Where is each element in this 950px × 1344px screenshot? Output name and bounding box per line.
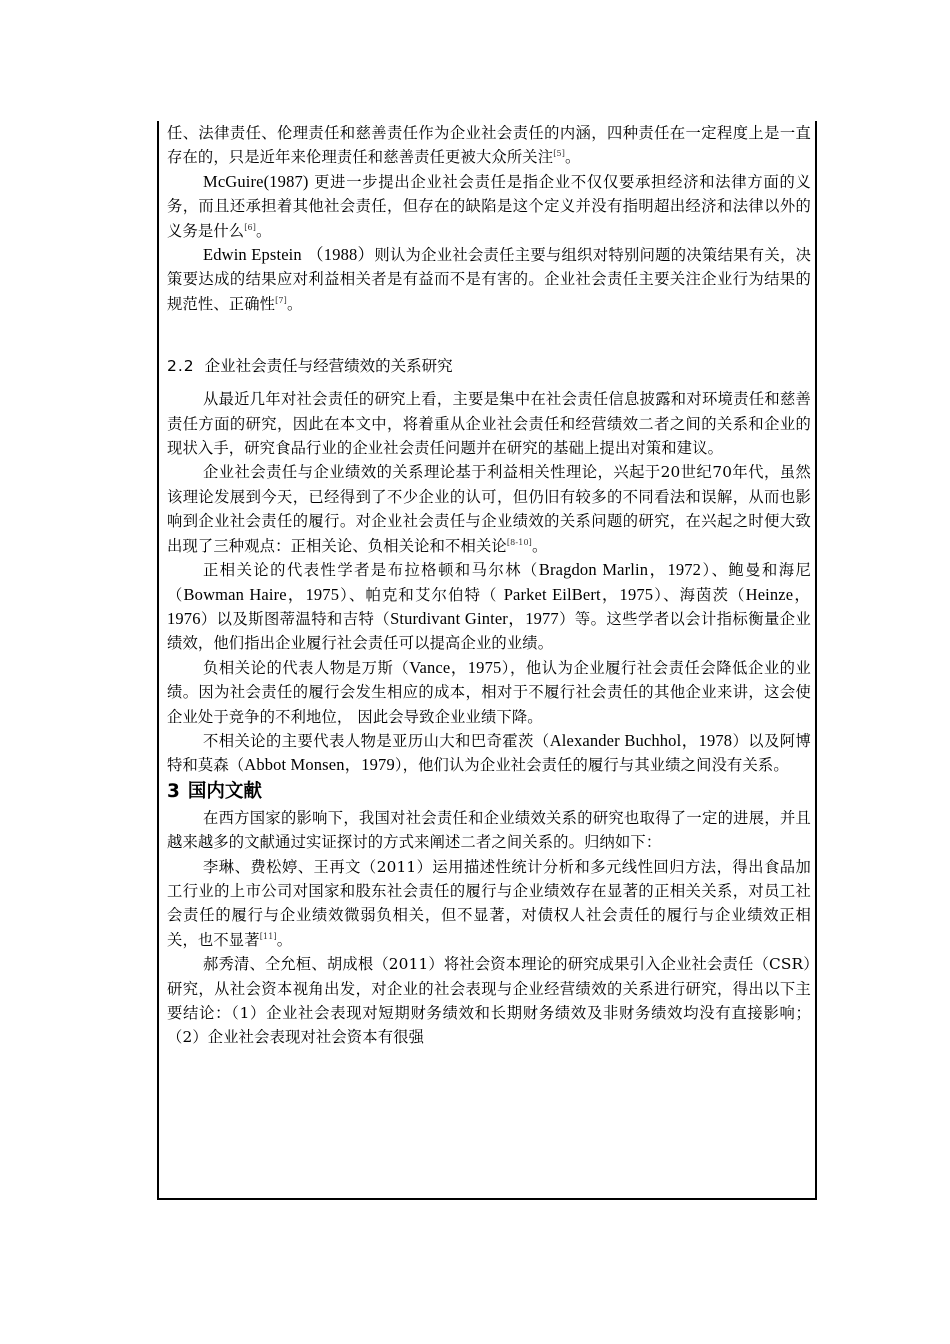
reference: Abbot Monsen，1979 [244,755,395,775]
paragraph-recent-research: 从最近几年对社会责任的研究上看，主要是集中在社会责任信息披露和对环境责任和慈善责任方面的研究，因此在本文中，将着重从企业社会责任和经营绩效二者之间的关系和企业的现状入手，研究食品行业的企业社会责任问题并在研究的基础上提出对策和建议。 [167,390,811,458]
reference: Vance，1975 [409,657,502,677]
paragraph-no-correlation: 不相关论的主要代表人物是亚历山大和巴奇霍茨（Alexander Buchhol，1978）以及阿博特和莫森（Abbot Monsen，1979），他们认为企业社会责任的履行与其业绩之间没有关系。 [167,730,811,775]
reference: Heinze，1976 [167,584,811,628]
paragraph-positive-correlation: 正相关论的代表性学者是布拉格顿和马尔林（Bragdon Marlin，1972）、鲍曼和海尼（Bowman Haire，1975）、帕克和艾尔伯特（ Parket EilBert，1975）、海茵茨（Heinze，1976）以及斯图蒂温特和吉特（Sturdivant Ginter，1977）等。这些学者以会计指标衡量企业绩效，他们指出企业履行社会责任可以提高企业的业绩。 [167,560,811,653]
section-number: 3 [167,780,180,802]
section-heading-3 [167,778,811,806]
spacer [167,378,811,387]
paragraph-li-lin-2011: 李琳、费松婷、王再文（2011）运用描述性统计分析和多元线性回归方法，得出食品加工行业的上市公司对国家和股东社会责任的履行与企业绩效存在显著的正相关关系，对员工社会责任的履行与企业绩效微弱负相关，但不显著，对债权人社会责任的履行与企业绩效正相关，也不显著[11]。 [167,857,811,949]
paragraph-negative-correlation: 负相关论的代表人物是万斯（Vance，1975），他认为企业履行社会责任会降低企业的业绩。因为社会责任的履行会发生相应的成本，相对于不履行社会责任的其他企业来讲，这会使企业处于竞争的不利地位， 因此会导致企业业绩下降。 [167,657,811,726]
citation: [8-10] [506,537,532,547]
year: (1987) [263,171,309,191]
section-title: 企业社会责任与经营绩效的关系研究 [204,357,453,376]
reference: Alexander Buchhol，1978 [549,730,733,750]
paragraph-hao-xiuqing-2011: 郝秀清、仝允桓、胡成根（2011）将社会资本理论的研究成果引入企业社会责任（CSR）研究，从社会资本视角出发，对企业的社会表现与企业经营绩效的关系进行研究，得出以下主要结论：（1）企业社会表现对短期财务绩效和长期财务绩效及非财务绩效均没有直接影响；（2）企业社会表现对社会资本有很强 [167,955,811,1047]
spacer [167,316,811,354]
citation: [5] [553,149,565,159]
section-number: 2.2 [167,357,195,376]
citation: [11] [259,931,277,941]
author-name: Edwin Epstein [203,245,302,265]
paragraph-three-views: 企业社会责任与企业绩效的关系理论基于利益相关性理论，兴起于20世纪70年代，虽然该理论发展到今天，已经得到了不少企业的认可，但仍旧有较多的不同看法和误解，从而也影响到企业社会责任的履行。对企业社会责任与企业绩效的关系问题的研究，在兴起之时便大致出现了三种观点：正相关论、负相关论和不相关论[8-10]。 [167,463,811,555]
reference: Sturdivant Ginter，1977 [390,608,559,628]
paragraph-domestic-intro: 在西方国家的影响下，我国对社会责任和企业绩效关系的研究也取得了一定的进展，并且越来越多的文献通过实证探讨的方式来阐述二者之间关系的。归纳如下： [167,808,811,852]
citation: [7] [275,295,287,305]
paragraph-mcguire: McGuire(1987) 更进一步提出企业社会责任是指企业不仅仅要承担经济和法律方面的义务，而且还承担着其他社会责任，但存在的缺陷是这个定义并没有指明超出经济和法律以外的义务是什么[6]。 [167,171,811,240]
paragraph-csr-four-responsibilities: 任、法律责任、伦理责任和慈善责任作为企业社会责任的内涵，四种责任在一定程度上是一直存在的，只是近年来伦理责任和慈善责任更被大众所关注[5]。 [167,124,811,167]
section-heading-2-2 [167,354,811,378]
author-name: McGuire [203,171,264,191]
text-frame [157,121,817,1200]
reference: Parket EilBert，1975 [503,584,654,604]
reference: Bowman Haire，1975 [183,584,340,604]
paragraph-epstein: Edwin Epstein （1988）则认为企业社会责任主要与组织对特别问题的决策结果有关，决策要达成的结果应对利益相关者是有益而不是有害的。企业社会责任主要关注企业行为结果的规范性、正确性[7]。 [167,245,812,313]
year: （1988） [306,245,375,265]
document-body [167,121,811,1050]
citation: [6] [244,222,257,232]
section-title: 国内文献 [187,780,262,802]
reference: Bragdon Marlin，1972 [538,560,702,580]
